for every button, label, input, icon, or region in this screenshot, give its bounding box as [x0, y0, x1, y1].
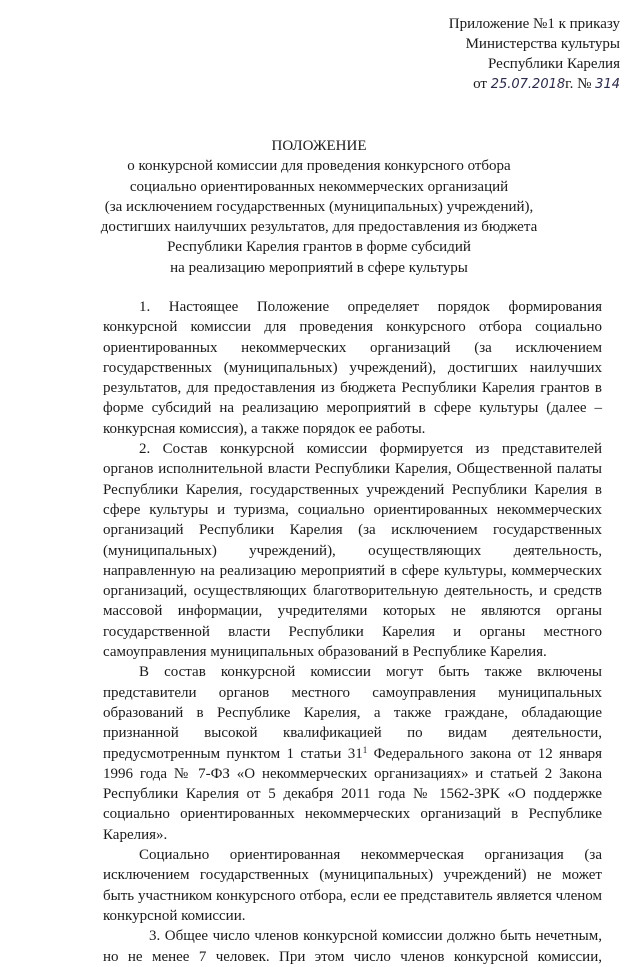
text-line: организаций Республики Карелия (за исключением государственных: [103, 522, 602, 539]
text-line: результатов, для предоставления из бюджета Республики Карелия грантов в: [103, 380, 602, 397]
text-line: 1996 года № 7-ФЗ «О некоммерческих организациях» и статьей 2 Закона: [103, 765, 602, 782]
text-line: социально ориентированных некоммерческих организаций в Республике: [103, 806, 602, 823]
text-line: конкурсная комиссия), а также порядок ее работы.: [103, 420, 426, 437]
text-line: организаций, осуществляющих благотворительную деятельность, и средств: [103, 583, 602, 600]
text-line: Республики Карелия, государственных учреждений Республики Карелия в: [103, 481, 602, 498]
text-line: быть участником конкурсного отбора, если ее представитель является членом: [103, 887, 602, 904]
title-line: на реализацию мероприятий в сфере культуры: [170, 259, 468, 276]
approval-line-1: Приложение №1 к приказу: [448, 16, 620, 32]
text-line: но не менее 7 человек. При этом число членов конкурсной комиссии,: [103, 948, 602, 965]
approval-block: [430, 14, 620, 95]
text-line: самоуправления муниципальных образований в Республике Карелия.: [103, 644, 547, 661]
title-line: Республики Карелия грантов в форме субсидий: [167, 239, 471, 256]
approval-date-line: [430, 74, 620, 95]
document-body: [103, 297, 602, 967]
text-line: конкурсной комиссии.: [103, 907, 246, 924]
paragraph-4: [103, 845, 602, 926]
paragraph-5: [103, 926, 602, 967]
text-line: 3. Общее число членов конкурсной комиссии должно быть нечетным,: [149, 928, 602, 945]
text-line-with-superscript: [103, 744, 602, 764]
text-line: Карелия».: [103, 826, 168, 843]
text-line: Республики Карелия от 5 декабря 2011 года № 1562-ЗРК «О поддержке: [103, 786, 602, 803]
number-label: №: [577, 76, 592, 92]
text-line: сфере культуры и туризма, социально ориентированных некоммерческих: [103, 501, 602, 518]
text-line: государственных (муниципальных) учреждений), достигших наилучших: [103, 359, 602, 376]
superscript: 1: [362, 744, 368, 755]
paragraph-2: [103, 439, 602, 662]
title-line: достигших наилучших результатов, для предоставления из бюджета: [100, 219, 538, 236]
paragraph-1: [103, 297, 602, 439]
text-line: представители органов местного самоуправления муниципальных: [103, 684, 602, 701]
text-line: 2. Состав конкурсной комиссии формируется из представителей: [139, 441, 602, 458]
text-line: массовой информации, учредителями которых не являются органы: [103, 603, 602, 620]
text-line: форме субсидий на реализацию мероприятий в сфере культуры (далее –: [103, 400, 602, 417]
text-line: исключением государственных (муниципальных) учреждений) не может: [103, 867, 602, 884]
document-title: [60, 136, 578, 278]
text-line: государственной власти Республики Карелия и органы местного: [103, 623, 602, 640]
title-line: (за исключением государственных (муниципальных) учреждений),: [104, 198, 534, 215]
text-line: конкурсной комиссии для проведения конкурсного отбора социально: [103, 319, 602, 336]
handwritten-number: 314: [595, 77, 620, 92]
text-line: 1. Настоящее Положение определяет порядок формирования: [139, 299, 602, 315]
text-line: направленную на реализацию мероприятий в сфере культуры, коммерческих: [103, 562, 602, 579]
paragraph-3: [103, 662, 602, 845]
text-line: признанной высокой квалификацией по видам деятельности,: [103, 725, 602, 742]
text-line: органов исполнительной власти Республики Карелия, Общественной палаты: [103, 461, 602, 478]
text-line: ориентированных некоммерческих организаций (за исключением: [103, 339, 602, 356]
title-line: социально ориентированных некоммерческих организаций: [129, 178, 509, 195]
text-fragment: Федерального закона от 12 января: [367, 745, 603, 762]
title-line: о конкурсной комиссии для проведения конкурсного отбора: [127, 158, 511, 175]
title-heading: ПОЛОЖЕНИЕ: [271, 138, 367, 154]
approval-line-3: Республики Карелия: [487, 56, 620, 72]
year-abbrev: г.: [565, 76, 574, 92]
text-line: В состав конкурсной комиссии могут быть также включены: [139, 664, 602, 681]
text-line: Социально ориентированная некоммерческая организация (за: [139, 847, 602, 864]
text-line: образований в Республике Карелия, а также граждане, обладающие: [103, 704, 602, 721]
approval-line-2: Министерства культуры: [465, 36, 620, 52]
from-label: от: [473, 76, 487, 92]
text-fragment: предусмотренным пунктом 1 статьи 31: [103, 745, 363, 762]
handwritten-date: 25.07.2018: [490, 77, 566, 92]
text-line: (муниципальных) учреждений), осуществляющих деятельность,: [103, 542, 602, 559]
